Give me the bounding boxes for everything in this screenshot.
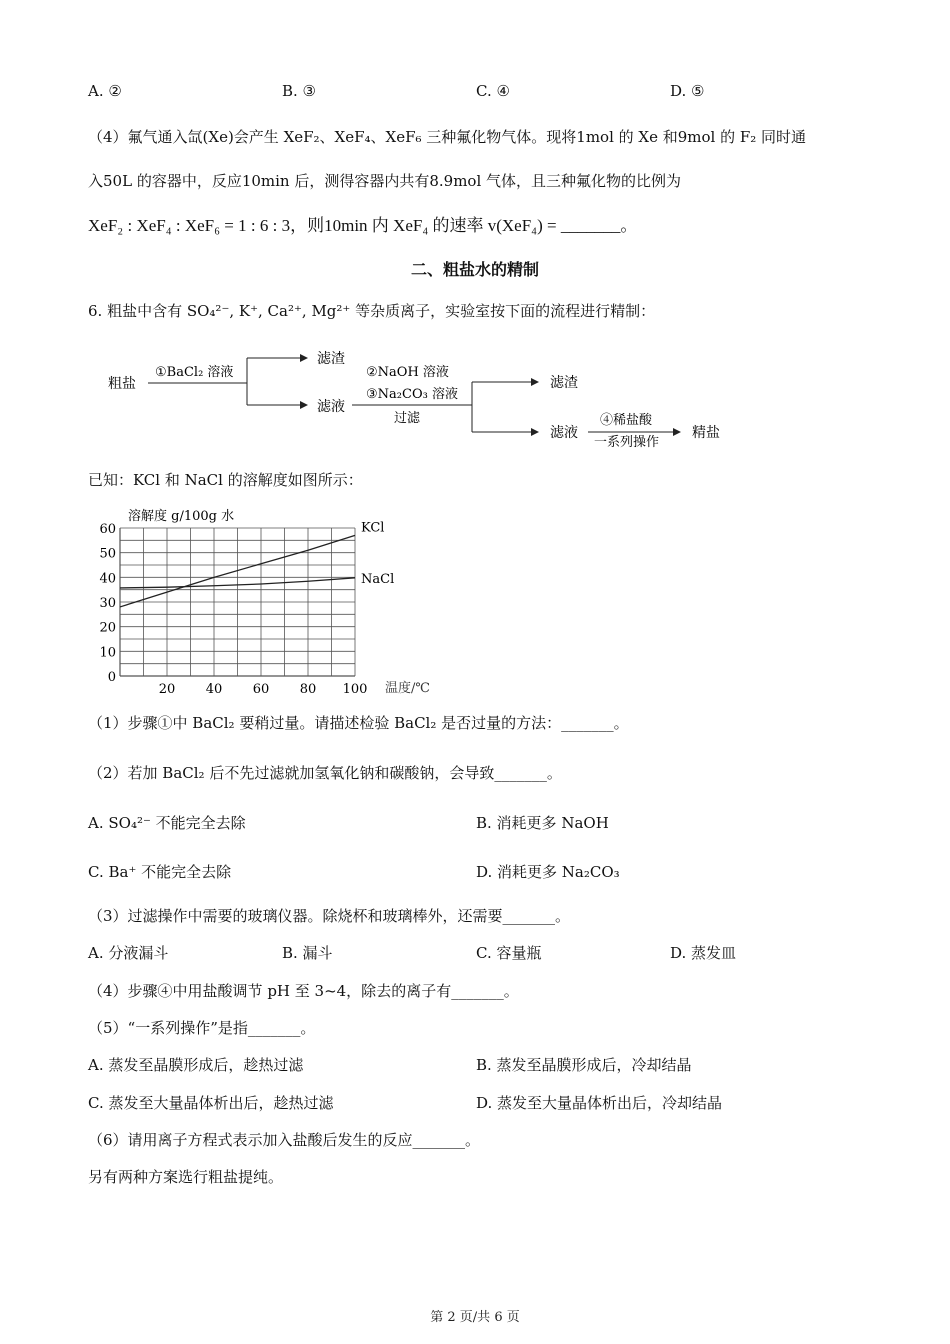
flow-filtrate1: 滤液	[317, 399, 345, 415]
series-label-nacl: NaCl	[361, 571, 395, 587]
q6-part5: （5）“一系列操作”是指_______。	[88, 1019, 316, 1037]
q6-intro: 6. 粗盐中含有 SO₄²⁻, K⁺, Ca²⁺, Mg²⁺ 等杂质离子，实验室按下面的流程进行精制：	[88, 302, 656, 320]
y-tick-label: 50	[99, 546, 116, 562]
q6-part3-option-d: D. 蒸发皿	[670, 944, 737, 962]
option-c: C. ④	[476, 82, 510, 100]
x-tick-label: 20	[158, 682, 176, 697]
flow-step4: ④稀盐酸	[600, 413, 653, 428]
q5-part4-line1: （4）氟气通入氙(Xe)会产生 XeF₂、XeF₄、XeF₆ 三种氟化物气体。现将1mol 的 Xe 和9mol 的 F₂ 同时通	[88, 128, 807, 146]
q6-part4: （4）步骤④中用盐酸调节 pH 至 3~4，除去的离子有_______。	[88, 982, 519, 1000]
q6-part2: （2）若加 BaCl₂ 后不先过滤就加氢氧化钠和碳酸钠，会导致_______。	[88, 764, 562, 782]
x-tick-label: 60	[252, 682, 270, 697]
y-tick-label: 0	[107, 670, 116, 685]
q6-part2-option-c: C. Ba⁺ 不能完全去除	[88, 863, 232, 881]
q5-part4-line3: XeF₂ : XeF₄ : XeF₆ = 1 : 6 : 3，则10min 内 XeF₄ 的速率 v(XeF₄) = _______。	[88, 216, 638, 235]
q6-part3-option-b: B. 漏斗	[282, 944, 333, 962]
flow-end: 精盐	[692, 425, 720, 441]
section-title: 二、粗盐水的精制	[410, 260, 539, 279]
flow-start: 粗盐	[108, 376, 136, 392]
flow-residue2: 滤渣	[550, 375, 578, 391]
y-tick-label: 30	[99, 596, 116, 611]
q6-part5-option-d: D. 蒸发至大量晶体析出后，冷却结晶	[476, 1094, 723, 1112]
y-tick-label: 20	[99, 620, 116, 636]
option-b: B. ③	[282, 82, 317, 100]
q5-part4-line2: 入50L 的容器中，反应10min 后，测得容器内共有8.9mol 气体，且三种氟化物的比例为	[88, 172, 682, 190]
x-tick-label: 40	[205, 682, 223, 697]
q6-closing: 另有两种方案选行粗盐提纯。	[88, 1168, 284, 1186]
q6-part1: （1）步骤①中 BaCl₂ 要稍过量。请描述检验 BaCl₂ 是否过量的方法：_______。	[88, 714, 629, 732]
x-tick-label: 100	[342, 682, 368, 697]
solubility-chart	[80, 500, 460, 700]
q6-part3: （3）过滤操作中需要的玻璃仪器。除烧杯和玻璃棒外，还需要_______。	[88, 907, 571, 925]
known-statement: 已知：KCl 和 NaCl 的溶解度如图所示：	[88, 471, 363, 489]
flow-step1: ①BaCl₂ 溶液	[155, 365, 234, 380]
purification-flow-diagram	[0, 330, 950, 460]
y-tick-label: 60	[99, 522, 116, 537]
chart-grid	[120, 528, 355, 676]
q6-part5-option-a: A. 蒸发至晶膜形成后，趁热过滤	[88, 1056, 304, 1074]
q6-part5-option-c: C. 蒸发至大量晶体析出后，趁热过滤	[88, 1094, 334, 1112]
flow-step3: ③Na₂CO₃ 溶液	[366, 387, 458, 402]
q6-part2-option-a: A. SO₄²⁻ 不能完全去除	[88, 814, 246, 832]
option-a: A. ②	[88, 82, 122, 100]
flow-filter: 过滤	[394, 411, 421, 426]
flow-step2: ②NaOH 溶液	[366, 365, 449, 380]
y-tick-label: 40	[99, 571, 116, 587]
series-label-kcl: KCl	[361, 520, 385, 536]
q6-part5-option-b: B. 蒸发至晶膜形成后，冷却结晶	[476, 1056, 692, 1074]
y-tick-label: 10	[99, 645, 116, 661]
q6-part3-option-a: A. 分液漏斗	[88, 944, 169, 962]
q6-part6: （6）请用离子方程式表示加入盐酸后发生的反应_______。	[88, 1131, 481, 1149]
x-tick-label: 80	[299, 682, 317, 697]
q6-part2-option-b: B. 消耗更多 NaOH	[476, 814, 609, 832]
option-d: D. ⑤	[670, 82, 705, 100]
chart-ylabel: 溶解度 g/100g 水	[128, 509, 235, 524]
q6-part2-option-d: D. 消耗更多 Na₂CO₃	[476, 863, 620, 881]
q6-part3-option-c: C. 容量瓶	[476, 944, 542, 962]
flow-filtrate2: 滤液	[550, 425, 578, 441]
flow-residue1: 滤渣	[317, 351, 345, 367]
flow-ops: 一系列操作	[594, 435, 660, 450]
page-footer: 第 2 页/共 6 页	[430, 1310, 520, 1325]
chart-xlabel: 温度/℃	[385, 681, 430, 696]
